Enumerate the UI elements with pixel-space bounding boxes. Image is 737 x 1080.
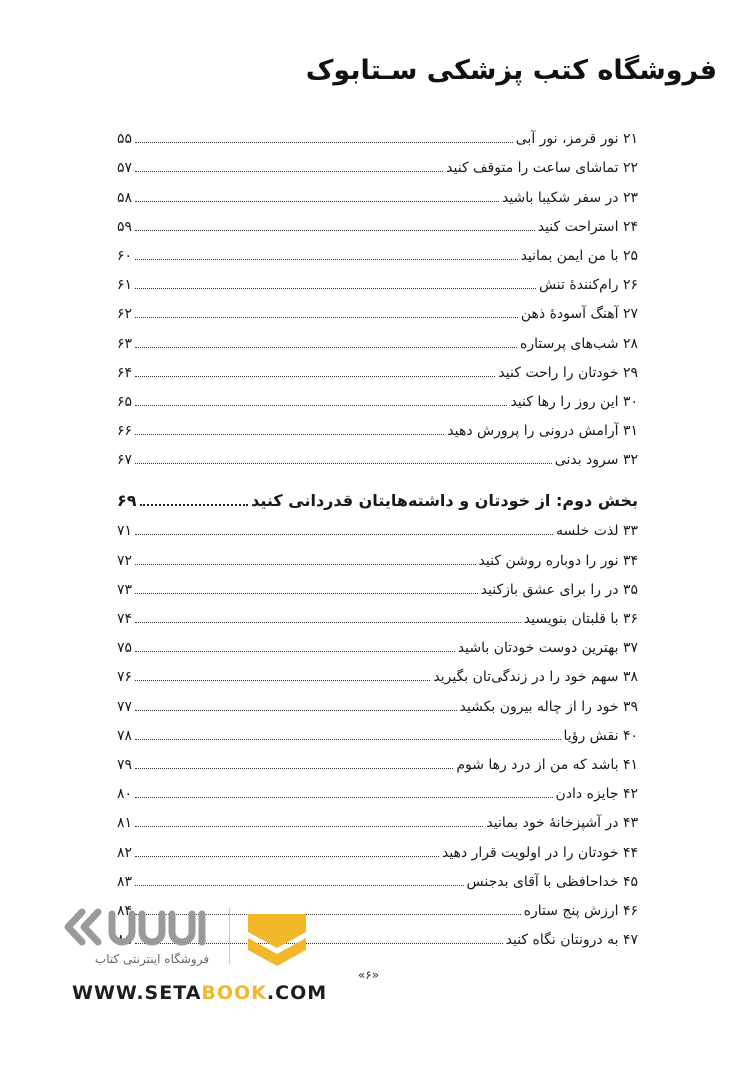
- dot-leader: [135, 288, 536, 289]
- toc-entry: [117, 861, 638, 890]
- toc-entry-title: ۳۰ این روز را رها کنید: [510, 393, 638, 410]
- page-title: فروشگاه کتب پزشکی سـتابوک: [305, 55, 717, 86]
- toc-entry: [117, 510, 638, 539]
- watermark-divider: [229, 908, 230, 964]
- toc-entry-title: ۴۰ نقش رؤیا: [563, 727, 638, 744]
- dot-leader: [135, 651, 455, 652]
- dot-leader: [135, 593, 478, 594]
- toc-entry-page: ۸۴: [117, 902, 133, 919]
- dot-leader: [135, 201, 499, 202]
- toc-entry-title: ۳۹ خود را از چاله بیرون بکشید: [459, 698, 638, 715]
- dot-leader: [140, 504, 249, 506]
- dot-leader: [135, 797, 552, 798]
- dot-leader: [135, 463, 552, 464]
- toc-entry: [117, 118, 638, 147]
- toc-entry: [117, 627, 638, 656]
- toc-entry-page: ۵۷: [117, 160, 133, 177]
- dot-leader: [135, 142, 513, 143]
- dot-leader: [135, 347, 517, 348]
- toc-entry: [117, 206, 638, 235]
- dot-leader: [135, 376, 495, 377]
- toc-entry-page: ۷۲: [117, 552, 133, 569]
- toc-entry-title: ۲۸ شب‌های پرستاره: [520, 335, 638, 352]
- watermark-tagline: فروشگاه اینترنتی کتاب: [94, 952, 210, 966]
- toc-entry: [117, 744, 638, 773]
- dot-leader: [135, 768, 453, 769]
- toc-entry-title: ۳۸ سهم خود را در زندگی‌تان بگیرید: [433, 669, 638, 686]
- toc-entry-title: ۲۲ تماشای ساعت را متوقف کنید: [446, 160, 638, 177]
- dot-leader: [135, 405, 507, 406]
- toc-entry: [117, 352, 638, 381]
- url-prefix: WWW.SETA: [72, 982, 202, 1004]
- toc-entry: [117, 831, 638, 860]
- toc-entry-page: ۶۳: [117, 335, 133, 352]
- toc-group-part1: [117, 118, 638, 468]
- toc-entry-title: ۲۴ استراحت کنید: [537, 218, 638, 235]
- toc-entry-page: ۷۹: [117, 756, 133, 773]
- toc-entry-page: ۶۱: [117, 277, 133, 294]
- toc-entry-title: ۲۵ با من ایمن بمانید: [520, 247, 638, 264]
- dot-leader: [135, 739, 560, 740]
- toc-entry-title: ۴۷ به درونتان نگاه کنید: [505, 932, 638, 949]
- toc-entry-page: ۷۶: [117, 669, 133, 686]
- toc-entry: [117, 656, 638, 685]
- toc-entry-page: ۷۸: [117, 727, 133, 744]
- dot-leader: [135, 534, 553, 535]
- toc-entry: [117, 773, 638, 802]
- dot-leader: [135, 171, 443, 172]
- section-title: بخش دوم: از خودتان و داشته‌هایتان قدردانی کنید: [251, 491, 638, 511]
- toc-entry: [117, 569, 638, 598]
- toc-entry-title: ۳۱ آرامش درونی را پرورش دهید: [447, 423, 638, 440]
- section-page-number: ۶۹: [117, 491, 137, 511]
- toc-entry-page: ۷۳: [117, 581, 133, 598]
- toc-entry-page: ۸۳: [117, 873, 133, 890]
- toc-entry: [117, 322, 638, 351]
- table-of-contents: [117, 118, 638, 948]
- toc-entry-title: ۴۳ در آشپزخانهٔ خود بمانید: [486, 815, 638, 832]
- dot-leader: [135, 434, 444, 435]
- toc-entry-title: ۴۵ خداحافظی با آقای بدجنس: [466, 873, 638, 890]
- toc-entry-title: ۲۶ رام‌کنندهٔ تنش: [538, 277, 638, 294]
- dot-leader: [135, 856, 439, 857]
- toc-entry-title: ۲۳ در سفر شکیبا باشید: [501, 189, 638, 206]
- dot-leader: [135, 259, 518, 260]
- toc-entry-title: ۳۵ در را برای عشق بازکنید: [480, 581, 638, 598]
- toc-entry-title: ۳۳ لذت خلسه: [555, 523, 638, 540]
- toc-group-part2: [117, 510, 638, 948]
- toc-entry-page: ۷۱: [117, 523, 133, 540]
- toc-entry-page: ۶۴: [117, 364, 133, 381]
- toc-section-heading: [117, 476, 638, 510]
- toc-entry: [117, 264, 638, 293]
- toc-entry-page: ۸۰: [117, 786, 133, 803]
- toc-entry-page: ۷۴: [117, 611, 133, 627]
- toc-entry: [117, 539, 638, 568]
- watermark-url: [72, 982, 327, 1004]
- toc-entry: [117, 802, 638, 831]
- dot-leader: [135, 622, 521, 623]
- dot-leader: [135, 230, 535, 231]
- toc-entry: [117, 147, 638, 176]
- toc-entry-page: ۵۹: [117, 218, 133, 235]
- setabook-logo-icon: [242, 910, 312, 970]
- dot-leader: [135, 826, 483, 827]
- toc-entry-page: ۷۷: [117, 698, 133, 715]
- dot-leader: [135, 885, 464, 886]
- url-highlight: BOOK: [201, 982, 267, 1004]
- toc-entry-page: ۶۷: [117, 452, 133, 469]
- toc-entry-page: ۵۵: [117, 131, 133, 148]
- toc-entry-title: ۲۷ آهنگ آسودهٔ ذهن: [520, 306, 638, 323]
- toc-entry-page: ۶۰: [117, 247, 133, 264]
- toc-entry-title: ۲۹ خودتان را راحت کنید: [498, 364, 638, 381]
- toc-entry-title: ۲۱ نور قرمز، نور آبی: [515, 131, 638, 148]
- toc-entry-title: ۴۲ جایزه دادن: [555, 786, 638, 803]
- toc-entry-page: ۸۵: [117, 932, 133, 949]
- toc-entry-page: ۶۵: [117, 393, 133, 410]
- toc-entry: [117, 381, 638, 410]
- watermark: [62, 902, 332, 1012]
- toc-entry: [117, 598, 638, 627]
- toc-entry-page: ۸۱: [117, 815, 133, 832]
- toc-entry: [117, 410, 638, 439]
- dot-leader: [135, 564, 475, 565]
- toc-entry-title: ۴۱ باشد که من از درد رها شوم: [456, 756, 638, 773]
- page-number: «۶»: [357, 968, 380, 982]
- toc-entry-page: ۸۲: [117, 844, 133, 861]
- toc-entry-title: ۳۴ نور را دوباره روشن کنید: [478, 552, 638, 569]
- toc-entry-title: ۳۶ با قلبتان بنویسید: [523, 611, 638, 627]
- toc-entry-page: ۵۸: [117, 189, 133, 206]
- toc-entry-title: ۳۲ سرود بدنی: [554, 452, 638, 469]
- toc-entry: [117, 715, 638, 744]
- toc-entry: [117, 235, 638, 264]
- toc-entry: [117, 685, 638, 714]
- toc-entry: [117, 176, 638, 205]
- toc-entry-page: ۶۶: [117, 423, 133, 440]
- url-suffix: .COM: [266, 982, 328, 1004]
- toc-entry-title: ۴۴ خودتان را در اولویت قرار دهید: [441, 844, 638, 861]
- toc-entry-page: ۶۲: [117, 306, 133, 323]
- toc-entry: [117, 293, 638, 322]
- dot-leader: [135, 710, 457, 711]
- toc-entry-title: ۴۶ ارزش پنج ستاره: [523, 902, 638, 919]
- dot-leader: [135, 317, 518, 318]
- toc-entry-page: ۷۵: [117, 640, 133, 657]
- toc-entry: [117, 439, 638, 468]
- dot-leader: [135, 680, 430, 681]
- toc-entry-title: ۳۷ بهترین دوست خودتان باشید: [457, 640, 638, 657]
